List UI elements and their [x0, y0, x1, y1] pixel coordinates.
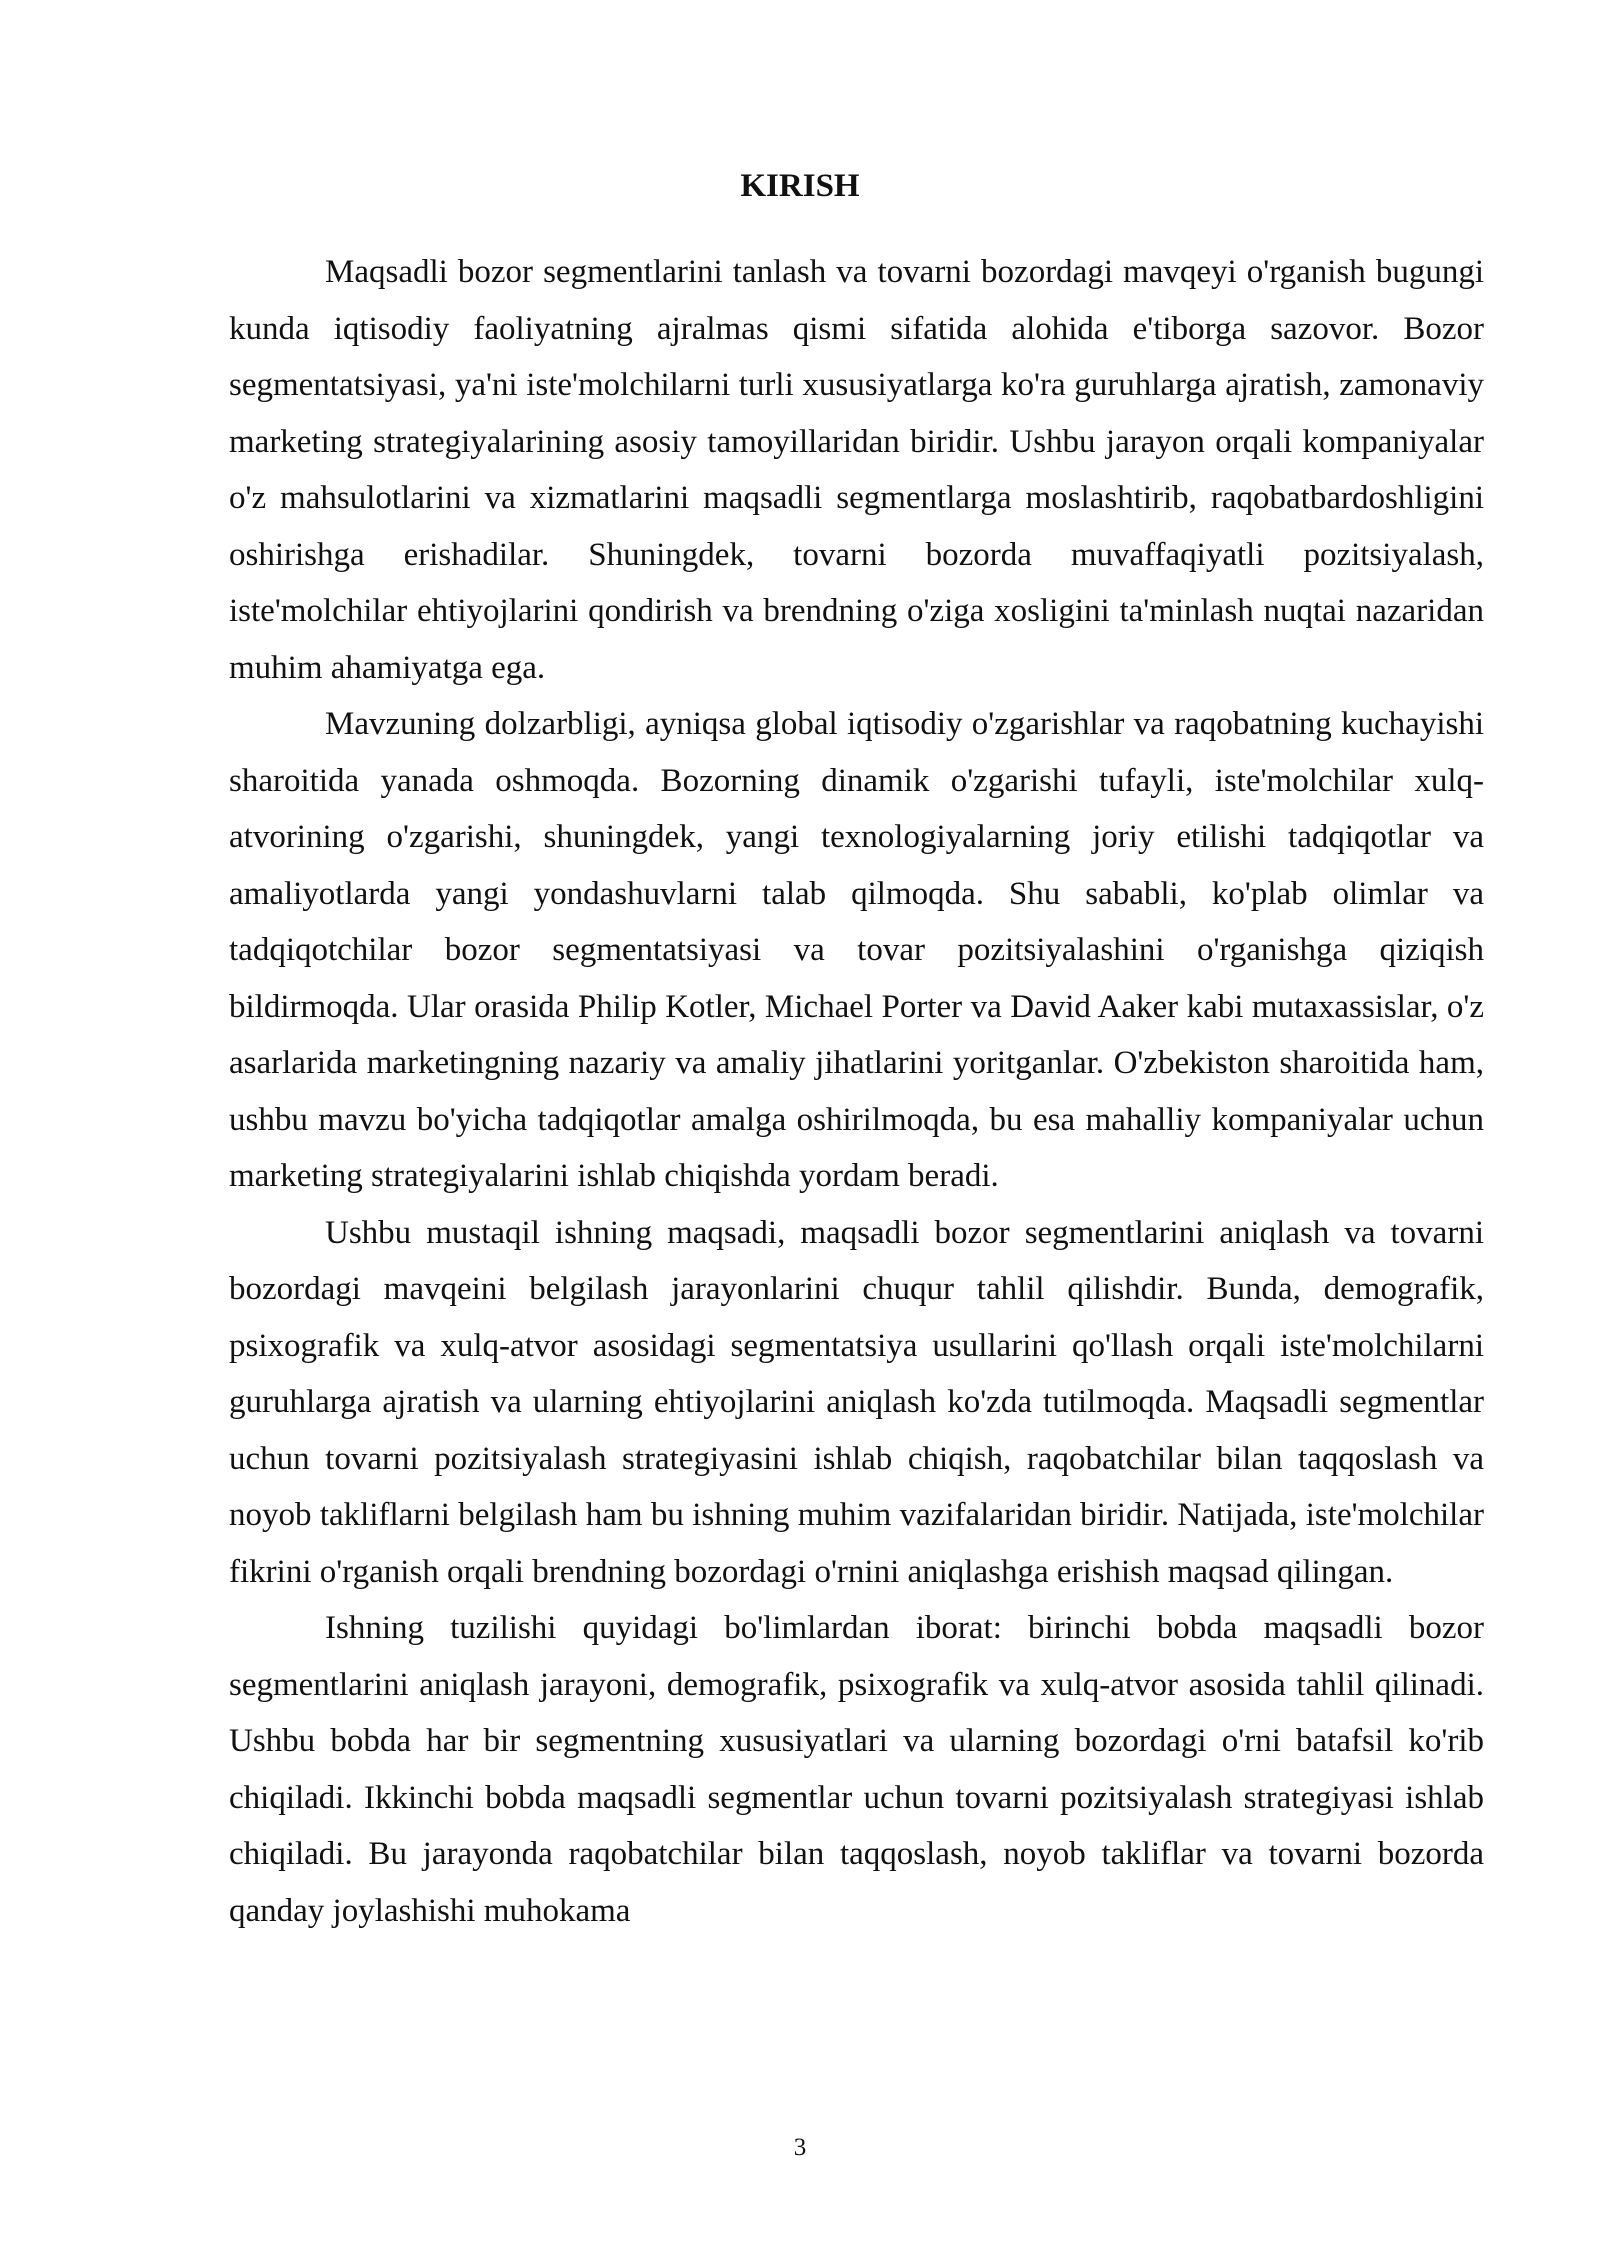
paragraph-3: Ushbu mustaqil ishning maqsadi, maqsadli bozor segmentlarini aniqlash va tovarni bozordagi mavqeini belgilash jarayonlarini chuqur tahlil qilishdir. Bunda, demografik, psixografik va xulq-atvor asosidagi segmentatsiya usullarini qo'llash orqali iste'molchilarni guruhlarga ajratish va ularning ehtiyojlarini aniqlash ko'zda tutilmoqda. Maqsadli segmentlar uchun tovarni pozitsiyalash strategiyasini ishlab chiqish, raqobatchilar bilan taqqoslash va noyob takliflarni belgilash ham bu ishning muhim vazifalaridan biridir. Natijada, iste'molchilar fikrini o'rganish orqali brendning bozordagi o'rnini aniqlashga erishish maqsad qilingan. [229, 1214, 1484, 1590]
paragraph-2: Mavzuning dolzarbligi, ayniqsa global iqtisodiy o'zgarishlar va raqobatning kuchayishi sharoitida yanada oshmoqda. Bozorning dinamik o'zgarishi tufayli, iste'molchilar xulq-atvorining o'zgarishi, shuningdek, yangi texnologiyalarning joriy etilishi tadqiqotlar va amaliyotlarda yangi yondashuvlarni talab qilmoqda. Shu sababli, ko'plab olimlar va tadqiqotchilar bozor segmentatsiyasi va tovar pozitsiyalashini o'rganishga qiziqish bildirmoqda. Ular orasida Philip Kotler, Michael Porter va David Aaker kabi mutaxassislar, o'z asarlarida marketingning nazariy va amaliy jihatlarini yoritganlar. O'zbekiston sharoitida ham, ushbu mavzu bo'yicha tadqiqotlar amalga oshirilmoqda, bu esa mahalliy kompaniyalar uchun marketing strategiyalarini ishlab chiqishda yordam beradi. [229, 706, 1484, 1194]
page-number: 3 [793, 2134, 807, 2161]
page-title: KIRISH [740, 168, 860, 204]
paragraph-1: Maqsadli bozor segmentlarini tanlash va tovarni bozordagi mavqeyi o'rganish bugungi kunda iqtisodiy faoliyatning ajralmas qismi sifatida alohida e'tiborga sazovor. Bozor segmentatsiyasi, ya'ni iste'molchilarni turli xususiyatlarga ko'ra guruhlarga ajratish, zamonaviy marketing strategiyalarining asosiy tamoyillaridan biridir. Ushbu jarayon orqali kompaniyalar o'z mahsulotlarini va xizmatlarini maqsadli segmentlarga moslashtirib, raqobatbardoshligini oshirishga erishadilar. Shuningdek, tovarni bozorda muvaffaqiyatli pozitsiyalash, iste'molchilar ehtiyojlarini qondirish va brendning o'ziga xosligini ta'minlash nuqtai nazaridan muhim ahamiyatga ega. [229, 254, 1484, 686]
paragraph-4: Ishning tuzilishi quyidagi bo'limlardan iborat: birinchi bobda maqsadli bozor segmentlarini aniqlash jarayoni, demografik, psixografik va xulq-atvor asosida tahlil qilinadi. Ushbu bobda har bir segmentning xususiyatlari va ularning bozordagi o'rni batafsil ko'rib chiqiladi. Ikkinchi bobda maqsadli segmentlar uchun tovarni pozitsiyalash strategiyasi ishlab chiqiladi. Bu jarayonda raqobatchilar bilan taqqoslash, noyob takliflar va tovarni bozorda qanday joylashishi muhokama [229, 1610, 1484, 1929]
body-text [229, 244, 1484, 1939]
